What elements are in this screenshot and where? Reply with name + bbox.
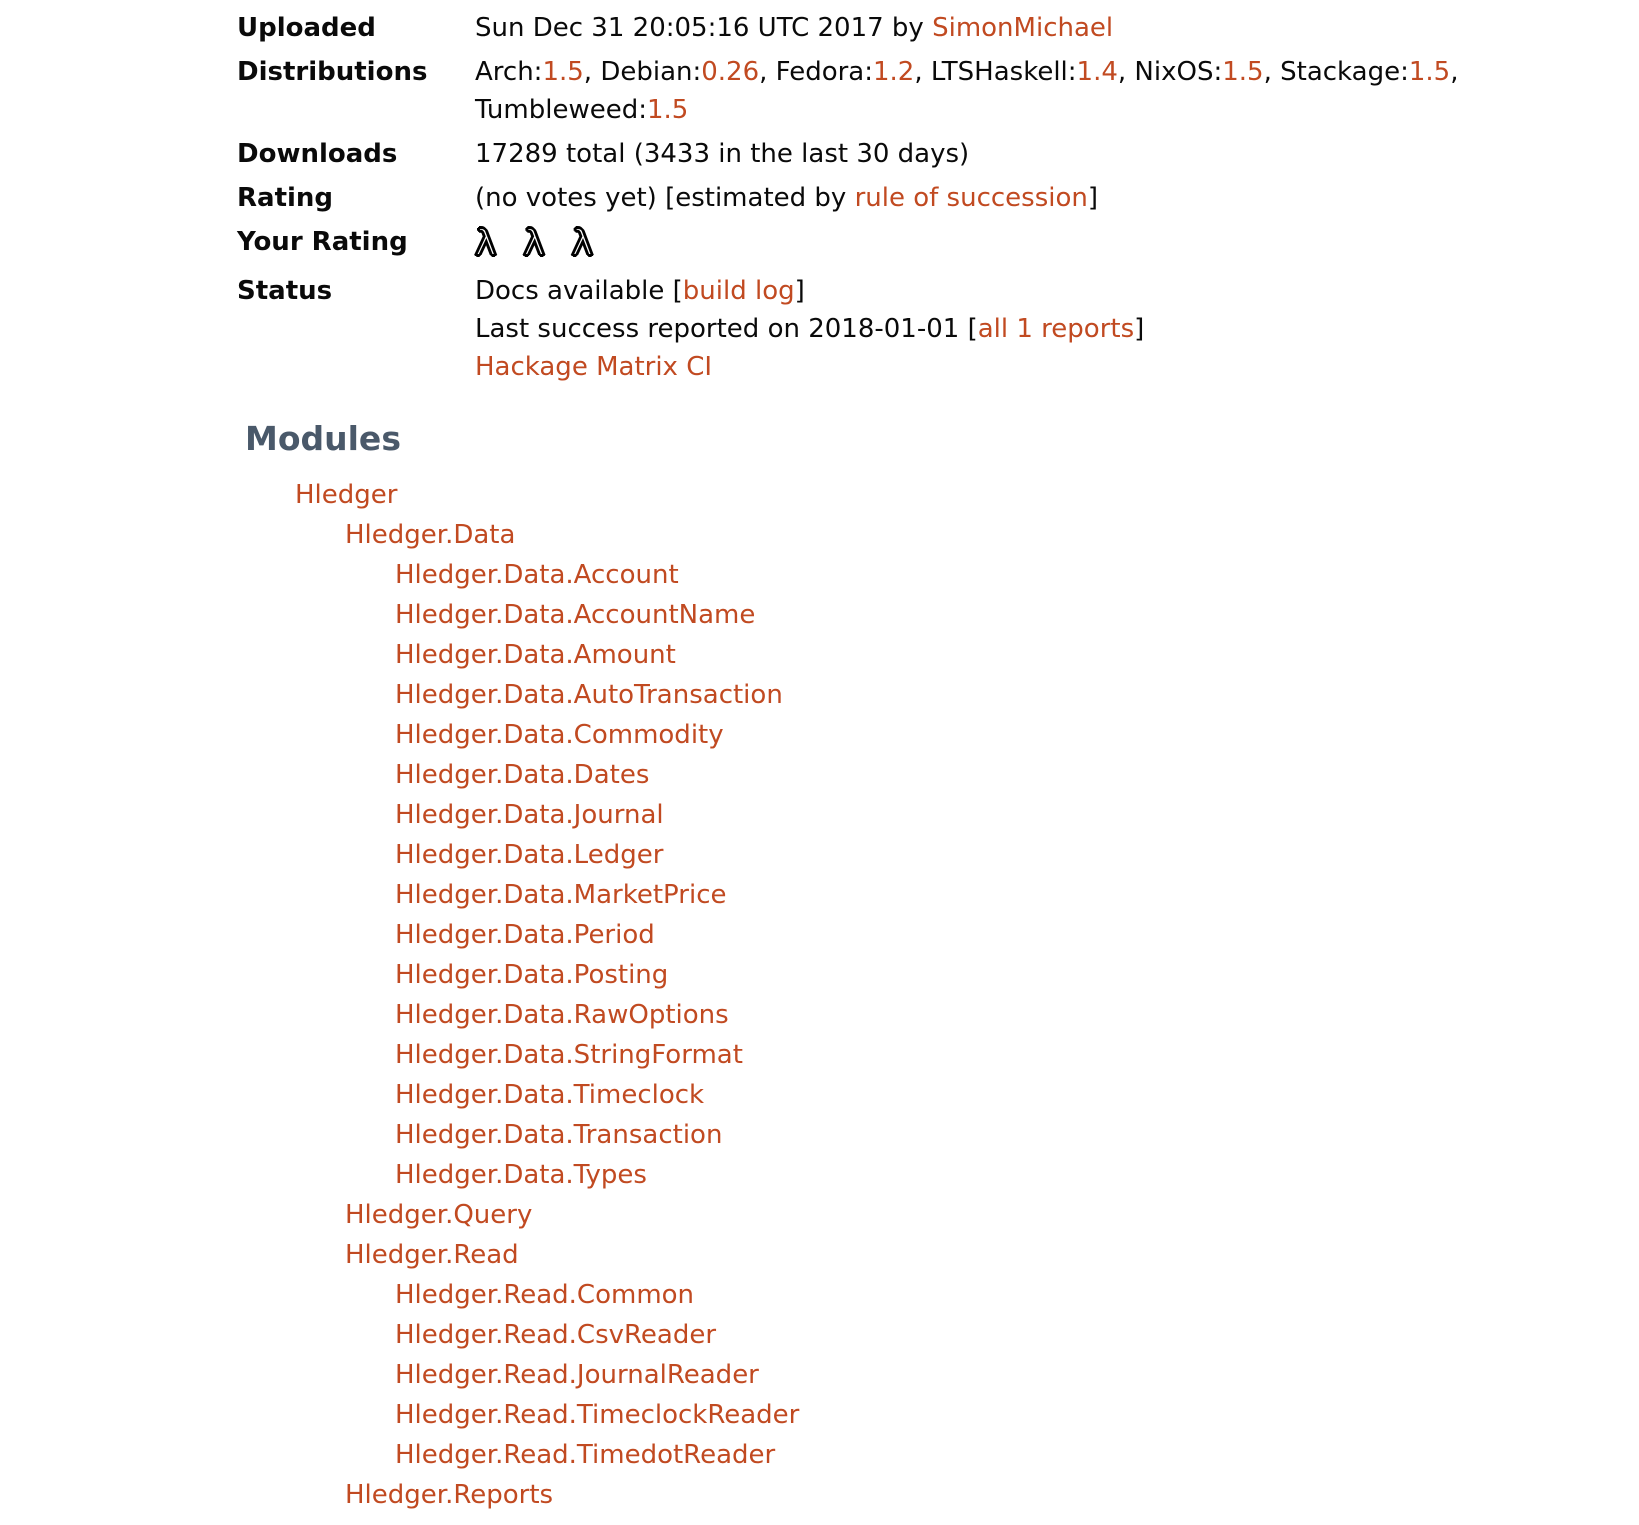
module-item [0,1355,1639,1395]
module-link-hledger-data-journal[interactable]: Hledger.Data.Journal [395,800,664,830]
module-link-hledger-reports[interactable]: Hledger.Reports [345,1480,554,1510]
module-link-hledger-data-autotransaction[interactable]: Hledger.Data.AutoTransaction [395,680,783,710]
module-item [0,1315,1639,1355]
module-item [0,755,1639,795]
rating-lambda-icon-1[interactable]: λ [475,223,497,264]
module-item [0,1075,1639,1115]
module-item [0,555,1639,595]
property-label-downloads: Downloads [237,139,398,169]
distributions-text: , Stackage: [1263,57,1409,87]
property-row-uploaded [237,6,1458,50]
build-log-link[interactable]: build log [682,276,795,306]
uploaded-text: Sun Dec 31 20:05:16 UTC 2017 by [475,13,933,43]
module-link-hledger-data-posting[interactable]: Hledger.Data.Posting [395,960,669,990]
module-link-hledger-data-types[interactable]: Hledger.Data.Types [395,1160,647,1190]
distributions-text: , LTSHaskell: [914,57,1077,87]
module-item [0,875,1639,915]
module-link-hledger-data-account[interactable]: Hledger.Data.Account [395,560,679,590]
module-link-hledger-data-transaction[interactable]: Hledger.Data.Transaction [395,1120,723,1150]
property-value-uploaded [475,6,1458,50]
module-item [0,475,1639,515]
status-text: Last success reported on 2018-01-01 [ [475,314,978,344]
status-line-2 [475,310,1458,348]
property-value-rating [475,176,1458,220]
rating-text: (no votes yet) [estimated by [475,183,855,213]
module-link-hledger-query[interactable]: Hledger.Query [345,1200,533,1230]
downloads-text: 17289 total (3433 in the last 30 days) [475,139,970,169]
module-link-hledger-data-accountname[interactable]: Hledger.Data.AccountName [395,600,756,630]
module-link-hledger-data-commodity[interactable]: Hledger.Data.Commodity [395,720,724,750]
dist-fedora-version-link[interactable]: 1.2 [873,57,915,87]
dist-ltshaskell-version-link[interactable]: 1.4 [1076,57,1118,87]
module-item [0,1235,1639,1275]
distributions-line-1 [475,53,1458,91]
module-item [0,835,1639,875]
property-row-distributions [237,50,1458,132]
property-label-your-rating: Your Rating [237,227,408,257]
module-item [0,715,1639,755]
property-label-rating: Rating [237,183,334,213]
status-text: ] [1134,314,1145,344]
uploader-link[interactable]: SimonMichael [932,13,1114,43]
package-properties-table [237,6,1458,389]
module-link-hledger-data-stringformat[interactable]: Hledger.Data.StringFormat [395,1040,743,1070]
distributions-text: Tumbleweed: [475,95,647,125]
property-row-rating [237,176,1458,220]
distributions-text: , [1450,57,1459,87]
module-item [0,1475,1639,1515]
module-item [0,1395,1639,1435]
module-link-hledger-read[interactable]: Hledger.Read [345,1240,519,1270]
dist-stackage-version-link[interactable]: 1.5 [1408,57,1451,87]
rule-of-succession-link[interactable]: rule of succession [854,183,1088,213]
module-item [0,515,1639,555]
property-row-downloads [237,132,1458,176]
module-link-hledger-read-common[interactable]: Hledger.Read.Common [395,1280,695,1310]
module-link-hledger-data-period[interactable]: Hledger.Data.Period [395,920,655,950]
module-link-hledger-data-rawoptions[interactable]: Hledger.Data.RawOptions [395,1000,729,1030]
distributions-text: , Fedora: [759,57,873,87]
module-link-hledger[interactable]: Hledger [295,480,398,510]
property-value-your-rating [475,220,1458,269]
module-link-hledger-read-journalreader[interactable]: Hledger.Read.JournalReader [395,1360,759,1390]
module-item [0,675,1639,715]
status-text: Docs available [ [475,276,683,306]
module-link-hledger-read-csvreader[interactable]: Hledger.Read.CsvReader [395,1320,717,1350]
property-value-downloads [475,132,1458,176]
module-item [0,795,1639,835]
property-row-status [237,269,1458,389]
dist-arch-version-link[interactable]: 1.5 [542,57,584,87]
hackage-matrix-ci-link[interactable]: Hackage Matrix CI [475,352,713,382]
module-link-hledger-data-dates[interactable]: Hledger.Data.Dates [395,760,650,790]
dist-debian-version-link[interactable]: 0.26 [701,57,760,87]
module-item [0,1195,1639,1235]
module-item [0,1275,1639,1315]
distributions-text: , Debian: [583,57,702,87]
module-item [0,1155,1639,1195]
module-item [0,915,1639,955]
module-link-hledger-read-timeclockreader[interactable]: Hledger.Read.TimeclockReader [395,1400,800,1430]
status-text: ] [794,276,805,306]
rating-lambda-icon-3[interactable]: λ [571,223,593,264]
property-label-distributions: Distributions [237,57,428,87]
property-value-distributions [475,50,1458,132]
status-line-1 [475,272,1458,310]
status-line-3 [475,348,1458,386]
property-row-your-rating [237,220,1458,269]
property-label-status: Status [237,276,333,306]
module-item [0,995,1639,1035]
distributions-text: , NixOS: [1117,57,1223,87]
property-value-status [475,269,1458,389]
distributions-line-2 [475,91,1458,129]
distributions-text: Arch: [475,57,543,87]
module-link-hledger-data-ledger[interactable]: Hledger.Data.Ledger [395,840,664,870]
dist-tumbleweed-version-link[interactable]: 1.5 [646,95,689,125]
module-item [0,635,1639,675]
module-link-hledger-data[interactable]: Hledger.Data [345,520,516,550]
property-label-uploaded: Uploaded [237,13,376,43]
module-item [0,1035,1639,1075]
module-link-hledger-read-timedotreader[interactable]: Hledger.Read.TimedotReader [395,1440,776,1470]
modules-heading: Modules [245,419,401,458]
module-link-hledger-data-amount[interactable]: Hledger.Data.Amount [395,640,676,670]
all-reports-link[interactable]: all 1 reports [977,314,1135,344]
module-item [0,1435,1639,1475]
package-page [0,6,1639,1515]
module-item [0,955,1639,995]
dist-nixos-version-link[interactable]: 1.5 [1222,57,1264,87]
rating-lambda-icon-2[interactable]: λ [523,223,545,264]
module-tree [0,475,1639,1515]
module-link-hledger-data-timeclock[interactable]: Hledger.Data.Timeclock [395,1080,705,1110]
module-item [0,595,1639,635]
module-link-hledger-data-marketprice[interactable]: Hledger.Data.MarketPrice [395,880,727,910]
module-item [0,1115,1639,1155]
rating-text: ] [1087,183,1099,213]
